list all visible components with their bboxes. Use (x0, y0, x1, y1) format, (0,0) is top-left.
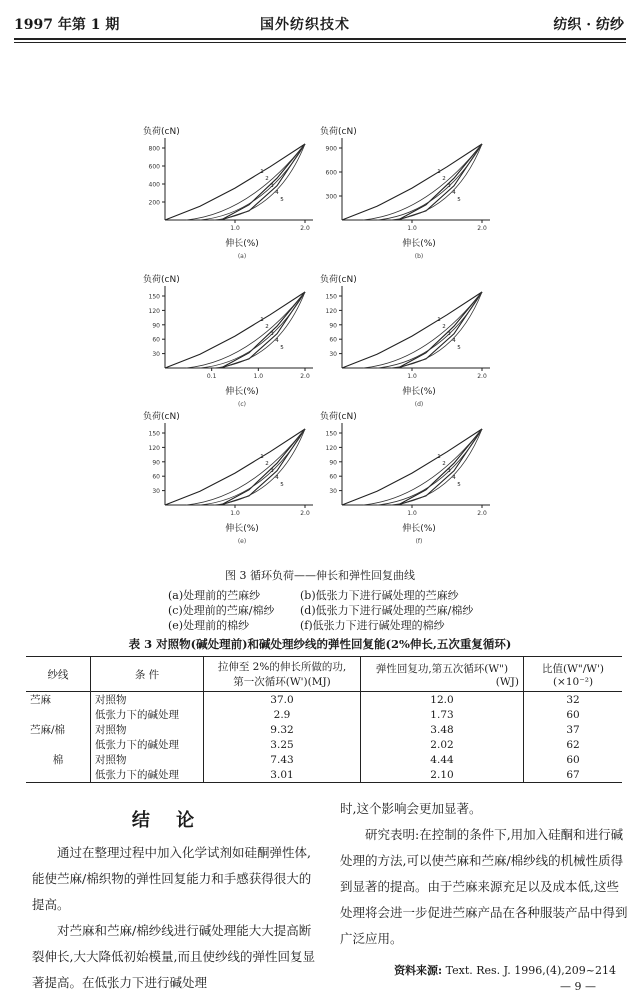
curve-cycle-5-loading- (398, 292, 482, 368)
curve-cycle-5-loading- (398, 429, 482, 505)
cycle-label: 5 (457, 481, 461, 488)
x-axis-label: 伸长(%) (225, 524, 259, 534)
panel-sub-label: (d) (414, 401, 424, 408)
table-row (26, 707, 622, 722)
x-tick-label: 2.0 (300, 225, 310, 232)
group-label: 苎麻/棉 (26, 722, 91, 737)
y-tick-label: 30 (329, 488, 337, 496)
curve-unloading (398, 292, 482, 368)
x-axis-label: 伸长(%) (225, 387, 259, 397)
table-row (26, 737, 622, 752)
panel-d (312, 268, 507, 422)
cycle-label: 4 (452, 337, 456, 344)
y-axis-label: 负荷(cN) (143, 275, 180, 285)
y-tick-label: 90 (329, 322, 337, 330)
x-tick-label: 1.0 (407, 510, 417, 517)
cell-w1: 3.25 (204, 737, 361, 752)
cell-ratio: 32 (566, 693, 580, 706)
chart-panel-d-svg (312, 268, 507, 418)
x-axis-label: 伸长(%) (402, 239, 436, 249)
chart-panel-c-svg (135, 268, 330, 418)
y-axis-label: 负荷(cN) (143, 127, 180, 137)
group-label: 棉 (26, 752, 91, 767)
legend-item: (e)处理前的棉纱 (168, 619, 250, 632)
cycle-label: 1 (437, 453, 441, 460)
y-tick-label: 120 (148, 307, 160, 315)
panel-sub-label: (f) (415, 538, 423, 545)
y-tick-label: 150 (148, 430, 160, 438)
y-tick-label: 150 (325, 293, 337, 301)
legend-item: (c)处理前的苎麻/棉纱 (168, 604, 275, 617)
journal-title: 国外纺织技术 (260, 17, 350, 33)
x-tick-label: 2.0 (300, 510, 310, 517)
cycle-label: 1 (437, 316, 441, 323)
cell-condition: 低张力下的碱处理 (91, 737, 204, 752)
panel-b (312, 120, 507, 274)
col-ratio: 比值(W"/W')(×10⁻²) (524, 657, 623, 692)
x-tick-label: 2.0 (477, 225, 487, 232)
y-tick-label: 400 (148, 181, 160, 189)
cycle-label: 4 (275, 474, 279, 481)
table-row (26, 752, 622, 767)
cycle-label: 1 (260, 168, 264, 175)
page-number: — 9 — (560, 980, 596, 993)
cycle-label: 2 (442, 323, 446, 330)
y-tick-label: 60 (152, 473, 160, 481)
x-axis-label: 伸长(%) (402, 387, 436, 397)
panel-f (312, 405, 507, 559)
x-tick-label: 1.0 (253, 373, 264, 380)
y-tick-label: 200 (148, 199, 160, 207)
col-w5-line1: 弹性回复功,第五次循环(W") (375, 662, 509, 675)
y-tick-label: 800 (148, 145, 160, 153)
cell-w1: 3.01 (204, 767, 361, 783)
y-tick-label: 60 (152, 336, 160, 344)
x-axis-label: 伸长(%) (402, 524, 436, 534)
cell-condition: 低张力下的碱处理 (91, 707, 204, 722)
cycle-label: 3 (447, 182, 451, 189)
curve-cycle-5-loading- (221, 292, 305, 368)
panel-c (135, 268, 330, 422)
y-tick-label: 90 (152, 322, 160, 330)
cell-w5: 2.02 (361, 737, 524, 752)
cycle-label: 5 (280, 344, 284, 351)
curve-unloading (221, 144, 305, 220)
cycle-label: 2 (265, 175, 269, 182)
y-tick-label: 60 (329, 336, 337, 344)
y-tick-label: 150 (325, 430, 337, 438)
curve-cycle-5-loading- (221, 144, 305, 220)
panel-e (135, 405, 330, 559)
cell-w5: 4.44 (361, 752, 524, 767)
cycle-label: 5 (280, 481, 284, 488)
legend-item: (b)低张力下进行碱处理的苎麻纱 (300, 589, 459, 602)
y-tick-label: 90 (329, 459, 337, 467)
curve-unloading (221, 292, 305, 368)
curve-unloading (398, 144, 482, 220)
conclusion-heading: 结 论 (131, 810, 205, 831)
cycle-label: 3 (270, 330, 274, 337)
x-tick-label: 1.0 (230, 510, 240, 517)
paragraph-continued: 时,这个影响会更加显著。 (340, 801, 482, 816)
y-tick-label: 900 (325, 145, 337, 153)
group-label: 苎麻 (26, 692, 91, 708)
chart-panel-f-svg (312, 405, 507, 555)
x-tick-label: 1.0 (407, 373, 417, 380)
col-w1 (204, 657, 361, 692)
curve-unloading (398, 429, 482, 505)
col-w5-line2: (WJ) (495, 675, 519, 688)
x-tick-label: 1.0 (230, 225, 240, 232)
curve-unloading (221, 429, 305, 505)
y-tick-label: 30 (152, 351, 160, 359)
y-tick-label: 60 (329, 473, 337, 481)
y-tick-label: 120 (148, 444, 160, 452)
cycle-label: 5 (280, 196, 284, 203)
panel-a (135, 120, 330, 274)
col-yarn: 纱线 (26, 657, 91, 692)
panel-sub-label: (c) (238, 401, 246, 408)
cell-w1: 2.9 (204, 707, 361, 722)
cell-w5: 3.48 (361, 722, 524, 737)
cycle-label: 2 (442, 460, 446, 467)
cycle-label: 5 (457, 344, 461, 351)
cycle-label: 5 (457, 196, 461, 203)
figure-caption: 图 3 循环负荷——伸长和弹性回复曲线 (225, 569, 415, 582)
cell-condition: 对照物 (91, 722, 204, 737)
journal-issue: 1997 年第 1 期 (14, 17, 120, 33)
table-row (26, 767, 622, 783)
table-title: 表 3 对照物(碱处理前)和碱处理纱线的弹性回复能(2%伸长,五次重复循环) (128, 637, 512, 651)
section-name: 纺织 · 纺纱 (553, 17, 624, 33)
cycle-label: 3 (270, 467, 274, 474)
col-w1-line2: 第一次循环(W')(MJ) (233, 676, 331, 688)
cell-ratio: 67 (566, 768, 580, 781)
y-axis-label: 负荷(cN) (320, 412, 357, 422)
y-tick-label: 600 (148, 163, 160, 171)
panel-sub-label: (e) (237, 538, 247, 545)
y-tick-label: 120 (325, 307, 337, 315)
chart-panel-e-svg (135, 405, 330, 555)
cell-ratio: 60 (566, 753, 580, 766)
cycle-label: 2 (265, 460, 269, 467)
legend-item: (d)低张力下进行碱处理的苎麻/棉纱 (300, 604, 474, 617)
cycle-label: 1 (260, 316, 264, 323)
cell-w1: 9.32 (204, 722, 361, 737)
cycle-label: 1 (260, 453, 264, 460)
table-row (26, 692, 622, 708)
y-axis-label: 负荷(cN) (320, 127, 357, 137)
panel-sub-label: (b) (414, 253, 424, 260)
y-axis-label: 负荷(cN) (143, 412, 180, 422)
y-tick-label: 90 (152, 459, 160, 467)
cell-w1: 37.0 (204, 692, 361, 708)
header-rule (14, 38, 626, 40)
chart-panel-b-svg (312, 120, 507, 270)
y-tick-label: 600 (325, 169, 337, 177)
table-3 (26, 656, 622, 783)
cycle-label: 4 (452, 474, 456, 481)
cycle-label: 4 (275, 337, 279, 344)
source-line (394, 962, 616, 978)
x-tick-label: 2.0 (477, 510, 487, 517)
conclusion-right-column (340, 796, 628, 952)
cycle-label: 4 (452, 189, 456, 196)
y-tick-label: 30 (329, 351, 337, 359)
cycle-label: 3 (447, 467, 451, 474)
x-axis-label: 伸长(%) (225, 239, 259, 249)
cycle-label: 2 (265, 323, 269, 330)
y-tick-label: 30 (152, 488, 160, 496)
source-citation: Text. Res. J. 1996,(4),209~214 (445, 964, 616, 977)
cell-ratio: 37 (566, 723, 580, 736)
cell-condition: 对照物 (91, 692, 204, 708)
cell-condition: 低张力下的碱处理 (91, 767, 204, 783)
header-rule-thin (14, 42, 626, 43)
cycle-label: 1 (437, 168, 441, 175)
x-tick-label: 0.1 (206, 373, 217, 380)
table-header-row (26, 657, 622, 692)
cycle-label: 2 (442, 175, 446, 182)
col-w5 (361, 657, 524, 692)
y-tick-label: 120 (325, 444, 337, 452)
x-tick-label: 1.0 (407, 225, 417, 232)
figure-legend-right (300, 588, 560, 633)
y-tick-label: 150 (148, 293, 160, 301)
cell-ratio: 62 (566, 738, 580, 751)
legend-item: (f)低张力下进行碱处理的棉纱 (300, 619, 445, 632)
legend-item: (a)处理前的苎麻纱 (168, 589, 261, 602)
cell-ratio: 60 (566, 708, 580, 721)
chart-panel-a-svg (135, 120, 330, 270)
conclusion-left-column (32, 840, 320, 996)
col-condition: 条 件 (91, 657, 204, 692)
cell-w5: 2.10 (361, 767, 524, 783)
x-tick-label: 2.0 (300, 373, 310, 380)
curve-cycle-5-loading- (221, 429, 305, 505)
col-w1-line1: 拉伸至 2%的伸长所做的功, (217, 661, 347, 673)
curve-cycle-5-loading- (398, 144, 482, 220)
cell-w5: 12.0 (361, 692, 524, 708)
cycle-label: 3 (447, 330, 451, 337)
x-tick-label: 2.0 (477, 373, 487, 380)
cycle-label: 4 (275, 189, 279, 196)
y-axis-label: 负荷(cN) (320, 275, 357, 285)
paragraph: 通过在整理过程中加入化学试剂如硅酮弹性体,能使苎麻/棉织物的弹性回复能力和手感获得很大的提高。 (32, 845, 312, 912)
paragraph: 对苎麻和苎麻/棉纱线进行碱处理能大大提高断裂伸长,大大降低初始模量,而且使纱线的弹性回复显著提高。在低张力下进行碱处理 (32, 923, 315, 990)
cell-condition: 对照物 (91, 752, 204, 767)
y-tick-label: 300 (325, 193, 337, 201)
table-row (26, 722, 622, 737)
cell-w1: 7.43 (204, 752, 361, 767)
paragraph: 研究表明:在控制的条件下,用加入硅酮和进行碱处理的方法,可以使苎麻和苎麻/棉纱线的机械性质得到显著的提高。由于苎麻来源充足以及成本低,这些处理将会进一步促进苎麻产品在各种服装产品中得到广泛应用。 (340, 827, 628, 946)
panel-sub-label: (a) (237, 253, 247, 260)
cycle-label: 3 (270, 182, 274, 189)
cell-w5: 1.73 (361, 707, 524, 722)
source-label: 资料来源: (394, 964, 443, 977)
